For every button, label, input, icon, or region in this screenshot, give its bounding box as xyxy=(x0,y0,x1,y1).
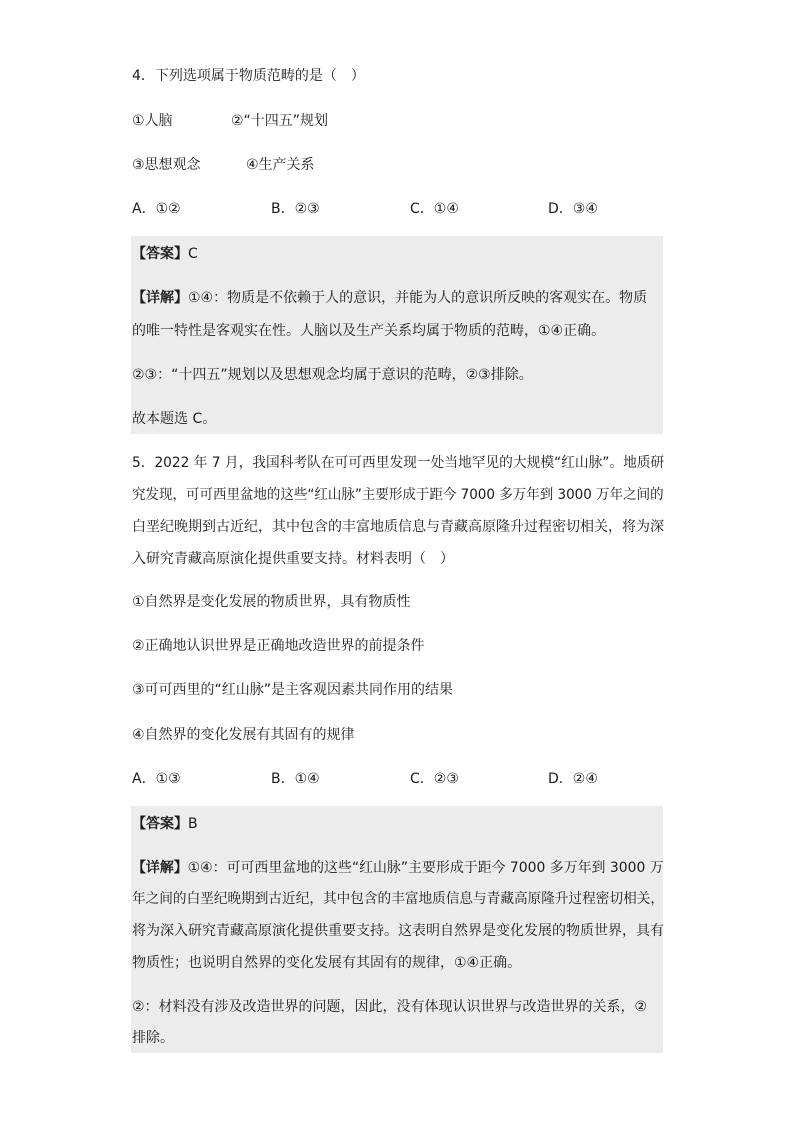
q5-option-b: B．①④ xyxy=(271,771,320,787)
q4-item-3: ③思想观念 xyxy=(132,157,201,173)
q5-detail-line-1 xyxy=(132,858,664,878)
q5-option-d: D．②④ xyxy=(548,771,598,787)
q5-item-2: ②正确地认识世界是正确地改造世界的前提条件 xyxy=(132,638,425,654)
q5-detail-line-6: 排除。 xyxy=(132,1030,174,1046)
q4-detail-label: 【详解】 xyxy=(132,290,188,306)
q5-detail-text-1: ①④：可可西里盆地的这些“红山脉”主要形成于距今 7000 多万年到 3000 万 xyxy=(187,860,664,876)
q4-item-4: ④生产关系 xyxy=(246,157,315,173)
q5-detail-line-5: ②：材料没有涉及改造世界的问题，因此，没有体现认识世界与改造世界的关系，② xyxy=(132,999,648,1015)
q5-stem-line-3: 白垩纪晚期到古近纪，其中包含的丰富地质信息与青藏高原隆升过程密切相关，将为深 xyxy=(132,519,664,535)
q4-detail-text-1: ①④：物质是不依赖于人的意识，并能为人的意识所反映的客观实在。物质 xyxy=(188,290,648,306)
q5-item-4: ④自然界的变化发展有其固有的规律 xyxy=(132,727,355,743)
q5-stem-line-1: 5．2022 年 7 月，我国科考队在可可西里发现一处当地罕见的大规模“红山脉”。地质研 xyxy=(132,455,665,471)
q4-detail-line-3: ②③：“十四五”规划以及思想观念均属于意识的范畴，②③排除。 xyxy=(132,367,533,383)
q5-answer xyxy=(132,814,198,834)
q4-answer-label: 【答案】 xyxy=(132,246,188,262)
q4-detail-line-4: 故本题选 C。 xyxy=(132,411,217,427)
q5-detail-line-3: 将为深入研究青藏高原演化提供重要支持。这表明自然界是变化发展的物质世界，具有 xyxy=(132,923,664,939)
q5-answer-label: 【答案】 xyxy=(132,816,188,832)
q4-option-b: B．②③ xyxy=(271,201,320,217)
q5-stem-line-2: 究发现，可可西里盆地的这些“红山脉”主要形成于距今 7000 多万年到 3000 万年之间的 xyxy=(132,487,664,503)
q5-option-a: A．①③ xyxy=(132,771,181,787)
q5-item-1: ①自然界是变化发展的物质世界，具有物质性 xyxy=(132,594,411,610)
q5-item-3: ③可可西里的“红山脉”是主客观因素共同作用的结果 xyxy=(132,682,454,698)
q5-detail-line-2: 年之间的白垩纪晚期到古近纪，其中包含的丰富地质信息与青藏高原隆升过程密切相关， xyxy=(132,891,665,907)
q5-option-c: C．②③ xyxy=(410,771,459,787)
q5-detail-label: 【详解】 xyxy=(132,860,188,876)
q4-option-d: D．③④ xyxy=(548,201,598,217)
q4-stem: 4．下列选项属于物质范畴的是（ ） xyxy=(132,68,365,84)
q5-answer-value: B xyxy=(188,816,198,832)
q4-option-c: C．①④ xyxy=(410,201,459,217)
q4-answer-value: C xyxy=(188,246,198,262)
q4-item-1: ①人脑 xyxy=(132,113,173,129)
q4-answer xyxy=(132,244,198,264)
q4-item-2: ②“十四五”规划 xyxy=(231,113,329,129)
q4-detail-line-2: 的唯一特性是客观实在性。人脑以及生产关系均属于物质的范畴，①④正确。 xyxy=(132,323,606,339)
q5-stem-line-4: 入研究青藏高原演化提供重要支持。材料表明（ ） xyxy=(132,551,454,567)
q4-detail-line-1 xyxy=(132,288,647,308)
q4-option-a: A．①② xyxy=(132,201,181,217)
q5-detail-line-4: 物质性；也说明自然界的变化发展有其固有的规律，①④正确。 xyxy=(132,955,522,971)
